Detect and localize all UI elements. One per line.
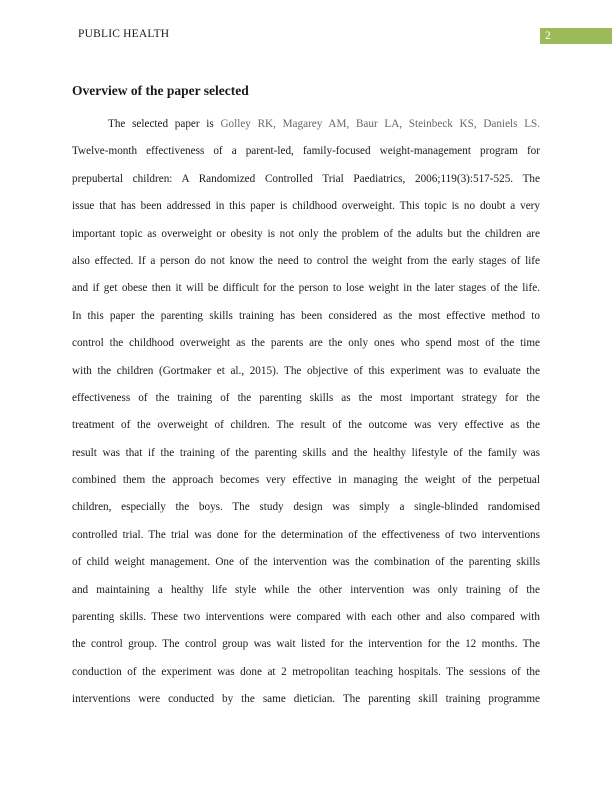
citation-author: Daniels LS.: [483, 118, 541, 130]
paragraph-line: treatment of the overweight of children. The result of the outcome was very effective as the: [72, 419, 540, 432]
paragraph-line: Twelve-month effectiveness of a parent-led, family-focused weight-management program for: [72, 145, 540, 158]
paragraph-line: control the childhood overweight as the parents are the only ones who spend most of the time: [72, 337, 540, 350]
paragraph-line: issue that has been addressed in this paper is childhood overweight. This topic is no doubt a very: [72, 200, 540, 213]
paragraph-line: prepubertal children: A Randomized Controlled Trial Paediatrics, 2006;119(3):517-525. The: [72, 172, 540, 185]
citation-author: Golley RK,: [220, 118, 276, 130]
paragraph-line: combined them the approach becomes very effective in managing the weight of the perpetual: [72, 474, 540, 487]
paragraph-line: of child weight management. One of the intervention was the combination of the parenting skills: [72, 556, 540, 569]
paragraph-line: children, especially the boys. The study design was simply a single-blinded randomised: [72, 501, 540, 514]
paragraph-line: also effected. If a person do not know the need to control the weight from the early stages of life: [72, 254, 540, 267]
section-heading: Overview of the paper selected: [72, 83, 249, 98]
paragraph-line: parenting skills. These two interventions were compared with each other and also compared with: [72, 611, 540, 624]
paragraph-line: and maintaining a healthy life style while the other intervention was only training of the: [72, 583, 540, 596]
paragraph-line: and if get obese then it will be difficult for the person to lose weight in the later stages of the life.: [72, 282, 540, 295]
citation-author: Steinbeck KS,: [408, 118, 477, 130]
paragraph-line: important topic as overweight or obesity is not only the problem of the adults but the children are: [72, 227, 540, 240]
body-paragraph: [72, 111, 540, 714]
paragraph-line: interventions were conducted by the same dietician. The parenting skill training programme: [72, 693, 540, 706]
paragraph-line: effectiveness of the training of the parenting skills as the most important strategy for the: [72, 391, 540, 404]
paragraph-line: the control group. The control group was wait listed for the intervention for the 12 months. The: [72, 638, 540, 651]
page-number-badge: 2: [540, 28, 612, 44]
running-header-title: PUBLIC HEALTH: [78, 28, 170, 40]
citation-author: Magarey AM,: [282, 118, 350, 130]
paragraph-first-line: [72, 111, 540, 138]
paragraph-line: with the children (Gortmaker et al., 2015). The objective of this experiment was to evaluate the: [72, 364, 540, 377]
paragraph-line: In this paper the parenting skills training has been considered as the most effective method to: [72, 309, 540, 322]
citation-author: Baur LA,: [355, 118, 403, 130]
paragraph-line: result was that if the training of the parenting skills and the healthy lifestyle of the family was: [72, 446, 540, 459]
intro-text: The selected paper is: [108, 118, 214, 130]
paragraph-line: controlled trial. The trial was done for the determination of the effectiveness of two interventions: [72, 528, 540, 541]
paragraph-line: conduction of the experiment was done at 2 metropolitan teaching hospitals. The sessions of the: [72, 665, 540, 678]
